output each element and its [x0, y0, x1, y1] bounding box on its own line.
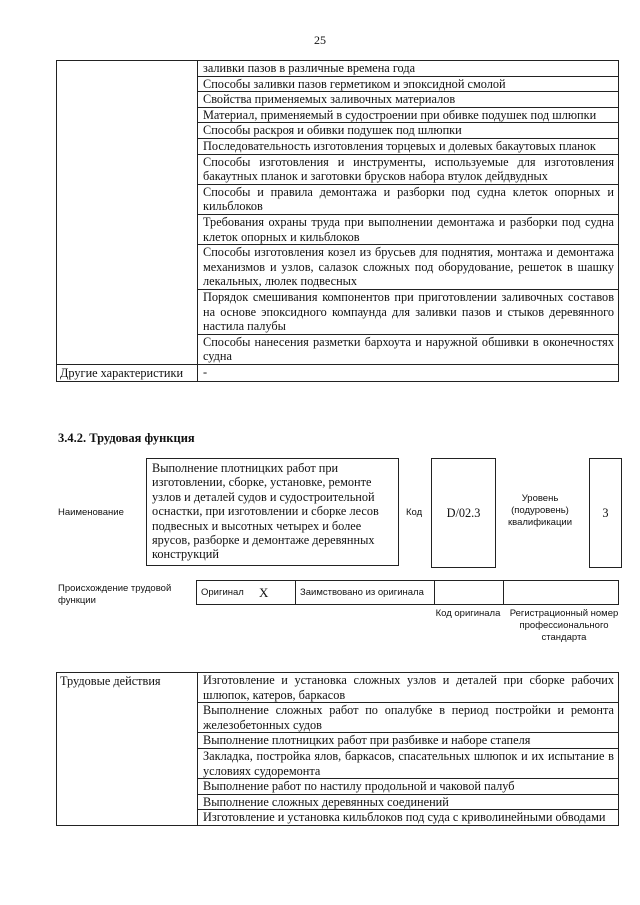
knowledge-item: Свойства применяемых заливочных материалов	[203, 92, 456, 107]
labor-action-item: Выполнение плотницких работ при разбивке и наборе стапеля	[203, 733, 531, 748]
code-label: Код	[406, 507, 423, 518]
level-label: Уровень (подуровень) квалификации	[507, 493, 573, 528]
table-row	[57, 364, 619, 382]
knowledge-item: Способы и правила демонтажа и разборки под судна клеток опорных и кильблоков	[203, 184, 614, 214]
original-label: Оригинал	[197, 581, 260, 605]
registration-caption: Регистрационный номер профессионального стандарта	[509, 608, 619, 643]
labor-action-item: Выполнение сложных работ по опалубке в период постройки и ремонта железобетонных судов	[203, 703, 614, 732]
borrowed-label: Заимствовано из оригинала	[296, 581, 435, 605]
labor-action-item: Выполнение работ по настилу продольной и чаковой палуб	[203, 779, 515, 794]
knowledge-item: Материал, применяемый в судостроении при обивке подушек под шлюпки	[203, 107, 597, 122]
registration-number-cell	[504, 581, 619, 605]
labor-action-item: Изготовление и установка кильблоков под суда с криволинейными обводами	[203, 810, 606, 825]
table-row	[57, 673, 619, 703]
knowledge-item: заливки пазов в различные времена года	[203, 61, 416, 75]
knowledge-item: Способы заливки пазов герметиком и эпоксидной смолой	[203, 76, 506, 91]
origin-label: Происхождение трудовой функции	[58, 583, 172, 606]
labor-action-item: Изготовление и установка сложных узлов и деталей при сборке рабочих шлюпок, катеров, баркасов	[203, 673, 614, 702]
function-name: Выполнение плотницких работ при изготовлении, сборке, установке, ремонте узлов и деталей судов и судостроительной оснастки, при изготовлении и сборке лесов подвесных и высотных четырех и более ярусов, разборке и демонтаже деревянных конструкций	[146, 458, 399, 566]
labor-actions-label: Трудовые действия	[57, 673, 198, 826]
code-original-caption: Код оригинала	[435, 608, 501, 619]
table-row	[197, 581, 619, 605]
table-row	[57, 61, 619, 77]
labor-action-item: Закладка, постройка ялов, баркасов, спасательных шлюпок и их испытание в условиях судоремонта	[203, 748, 614, 778]
labor-actions-table	[56, 672, 619, 826]
knowledge-table-continuation	[56, 60, 619, 382]
page-number: 25	[314, 33, 326, 47]
knowledge-item: Требования охраны труда при выполнении демонтажа и разборки под судна клеток опорных и кильблоков	[203, 214, 614, 244]
knowledge-item: Способы раскроя и обивки подушек под шлюпки	[203, 123, 462, 138]
knowledge-item: Способы изготовления козел из брусьев для поднятия, монтажа и демонтажа механизмов и узлов, салазок сложных под оборудование, решеток в шашку лекальных, люлек подвесных	[203, 245, 614, 289]
origin-table	[196, 580, 619, 605]
qualification-level: 3	[589, 458, 622, 568]
function-code: D/02.3	[431, 458, 496, 568]
other-characteristics-value: -	[198, 364, 619, 382]
knowledge-item: Порядок смешивания компонентов при приготовлении заливочных составов на основе эпоксидного компаунда для заливки пазов и стыков деревянного настила палубы	[203, 289, 614, 334]
table-cell-empty	[57, 61, 198, 365]
other-characteristics-label: Другие характеристики	[57, 364, 198, 382]
name-label: Наименование	[58, 507, 124, 518]
knowledge-item: Способы нанесения разметки бархоута и наружной обшивки в оконечностях судна	[203, 334, 614, 364]
knowledge-item: Последовательность изготовления торцевых и долевых бакаутовых планок	[203, 138, 596, 153]
labor-action-item: Выполнение сложных деревянных соединений	[203, 794, 449, 809]
section-title: 3.4.2. Трудовая функция	[58, 431, 195, 445]
original-mark: X	[259, 581, 296, 605]
original-code-cell	[435, 581, 504, 605]
knowledge-item: Способы изготовления и инструменты, используемые для изготовления бакаутных планок и заготовки брусков набора втулок дейдвудных	[203, 154, 614, 184]
